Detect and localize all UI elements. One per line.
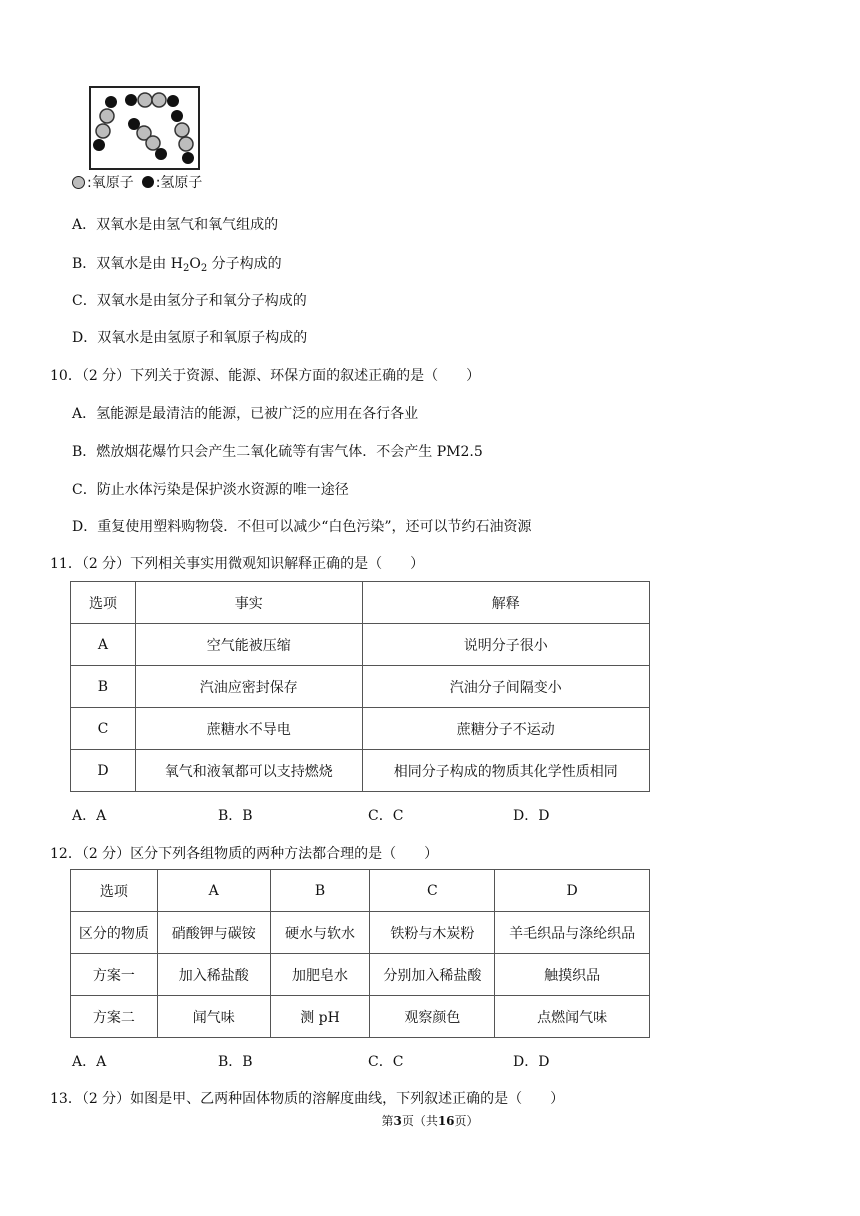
table-header-cell: B — [270, 870, 370, 912]
q12-choice-b: B．B — [218, 1054, 253, 1070]
table-cell: 蔗糖分子不运动 — [362, 708, 650, 750]
q9-option-b-sub2: 2 — [200, 263, 208, 274]
table-row — [71, 708, 650, 750]
table-cell: 硝酸钾与碳铵 — [157, 912, 270, 954]
table-row — [71, 912, 650, 954]
q9-option-b-prefix: B．双氧水是由 H — [72, 256, 183, 272]
footer-post: 页） — [454, 1114, 479, 1128]
footer-total-pages: 16 — [437, 1114, 455, 1128]
q12-table — [70, 869, 650, 1038]
q9-option-b — [72, 253, 282, 273]
table-header-row — [71, 870, 650, 912]
q11-choice-a: A．A — [72, 808, 107, 824]
table-cell: 汽油分子间隔变小 — [362, 666, 650, 708]
table-cell: D — [71, 750, 136, 792]
table-header-cell: D — [495, 870, 650, 912]
table-row — [71, 954, 650, 996]
table-cell: 闻气味 — [157, 996, 270, 1038]
table-cell: 触摸织品 — [495, 954, 650, 996]
table-cell: 空气能被压缩 — [135, 624, 362, 666]
q11-choice-b: B．B — [218, 808, 253, 824]
q9-option-a: A．双氧水是由氢气和氧气组成的 — [72, 217, 279, 233]
table-cell: 氧气和液氧都可以支持燃烧 — [135, 750, 362, 792]
table-header-cell: 事实 — [135, 582, 362, 624]
q10-option-b: B．燃放烟花爆竹只会产生二氧化硫等有害气体．不会产生 PM2.5 — [72, 444, 483, 460]
q10-option-c: C．防止水体污染是保护淡水资源的唯一途径 — [72, 482, 349, 498]
table-cell: B — [71, 666, 136, 708]
table-cell: 方案二 — [71, 996, 158, 1038]
q10-option-d: D．重复使用塑料购物袋．不但可以减少“白色污染”，还可以节约石油资源 — [72, 519, 532, 535]
q11-table — [70, 581, 650, 792]
hydrogen-peroxide-molecules-icon — [91, 88, 198, 168]
table-header-row — [71, 582, 650, 624]
q11-choice-c: C．C — [368, 808, 404, 824]
q9-option-c: C．双氧水是由氢分子和氧分子构成的 — [72, 293, 307, 309]
table-row — [71, 666, 650, 708]
table-cell: 铁粉与木炭粉 — [370, 912, 495, 954]
q9-option-b-mid: O — [189, 256, 201, 272]
q11-stem: 11．（2 分）下列相关事实用微观知识解释正确的是（ ） — [50, 556, 425, 572]
q9-option-b-sub1: 2 — [182, 263, 190, 274]
table-header-cell: C — [370, 870, 495, 912]
table-cell: 加肥皂水 — [270, 954, 370, 996]
figure-legend — [72, 172, 202, 192]
q12-choice-d: D．D — [513, 1054, 550, 1070]
table-cell: 测 pH — [270, 996, 370, 1038]
table-cell: 区分的物质 — [71, 912, 158, 954]
table-header-cell: 选项 — [71, 582, 136, 624]
table-cell: 羊毛织品与涤纶织品 — [495, 912, 650, 954]
oxygen-atom-icon — [72, 176, 85, 189]
footer-page-number: 3 — [393, 1114, 402, 1128]
table-cell: 汽油应密封保存 — [135, 666, 362, 708]
table-cell: 观察颜色 — [370, 996, 495, 1038]
table-header-cell: 解释 — [362, 582, 650, 624]
table-cell: 说明分子很小 — [362, 624, 650, 666]
table-cell: 相同分子构成的物质其化学性质相同 — [362, 750, 650, 792]
table-row — [71, 624, 650, 666]
q9-option-b-suffix: 分子构成的 — [207, 256, 282, 272]
table-header-cell: 选项 — [71, 870, 158, 912]
footer-pre: 第 — [381, 1114, 394, 1128]
table-cell: 点燃闻气味 — [495, 996, 650, 1038]
page-footer — [0, 1112, 860, 1129]
q9-option-d: D．双氧水是由氢原子和氧原子构成的 — [72, 330, 308, 346]
footer-mid: 页（共 — [401, 1114, 438, 1128]
q13-stem: 13．（2 分）如图是甲、乙两种固体物质的溶解度曲线，下列叙述正确的是（ ） — [50, 1091, 565, 1107]
molecule-model-figure — [89, 86, 200, 170]
table-cell: C — [71, 708, 136, 750]
table-cell: A — [71, 624, 136, 666]
q12-stem: 12．（2 分）区分下列各组物质的两种方法都合理的是（ ） — [50, 846, 439, 862]
hydrogen-atom-icon — [142, 176, 154, 188]
q10-option-a: A．氢能源是最清洁的能源，已被广泛的应用在各行各业 — [72, 406, 419, 422]
table-cell: 分别加入稀盐酸 — [370, 954, 495, 996]
table-cell: 蔗糖水不导电 — [135, 708, 362, 750]
q12-choice-a: A．A — [72, 1054, 107, 1070]
table-cell: 硬水与软水 — [270, 912, 370, 954]
table-cell: 加入稀盐酸 — [157, 954, 270, 996]
q12-choice-c: C．C — [368, 1054, 404, 1070]
legend-oxygen-label: :氧原子 — [87, 175, 134, 191]
legend-hydrogen-label: :氢原子 — [155, 175, 203, 191]
table-row — [71, 996, 650, 1038]
table-row — [71, 750, 650, 792]
q11-choice-d: D．D — [513, 808, 550, 824]
table-header-cell: A — [157, 870, 270, 912]
q10-stem: 10．（2 分）下列关于资源、能源、环保方面的叙述正确的是（ ） — [50, 368, 481, 384]
table-cell: 方案一 — [71, 954, 158, 996]
